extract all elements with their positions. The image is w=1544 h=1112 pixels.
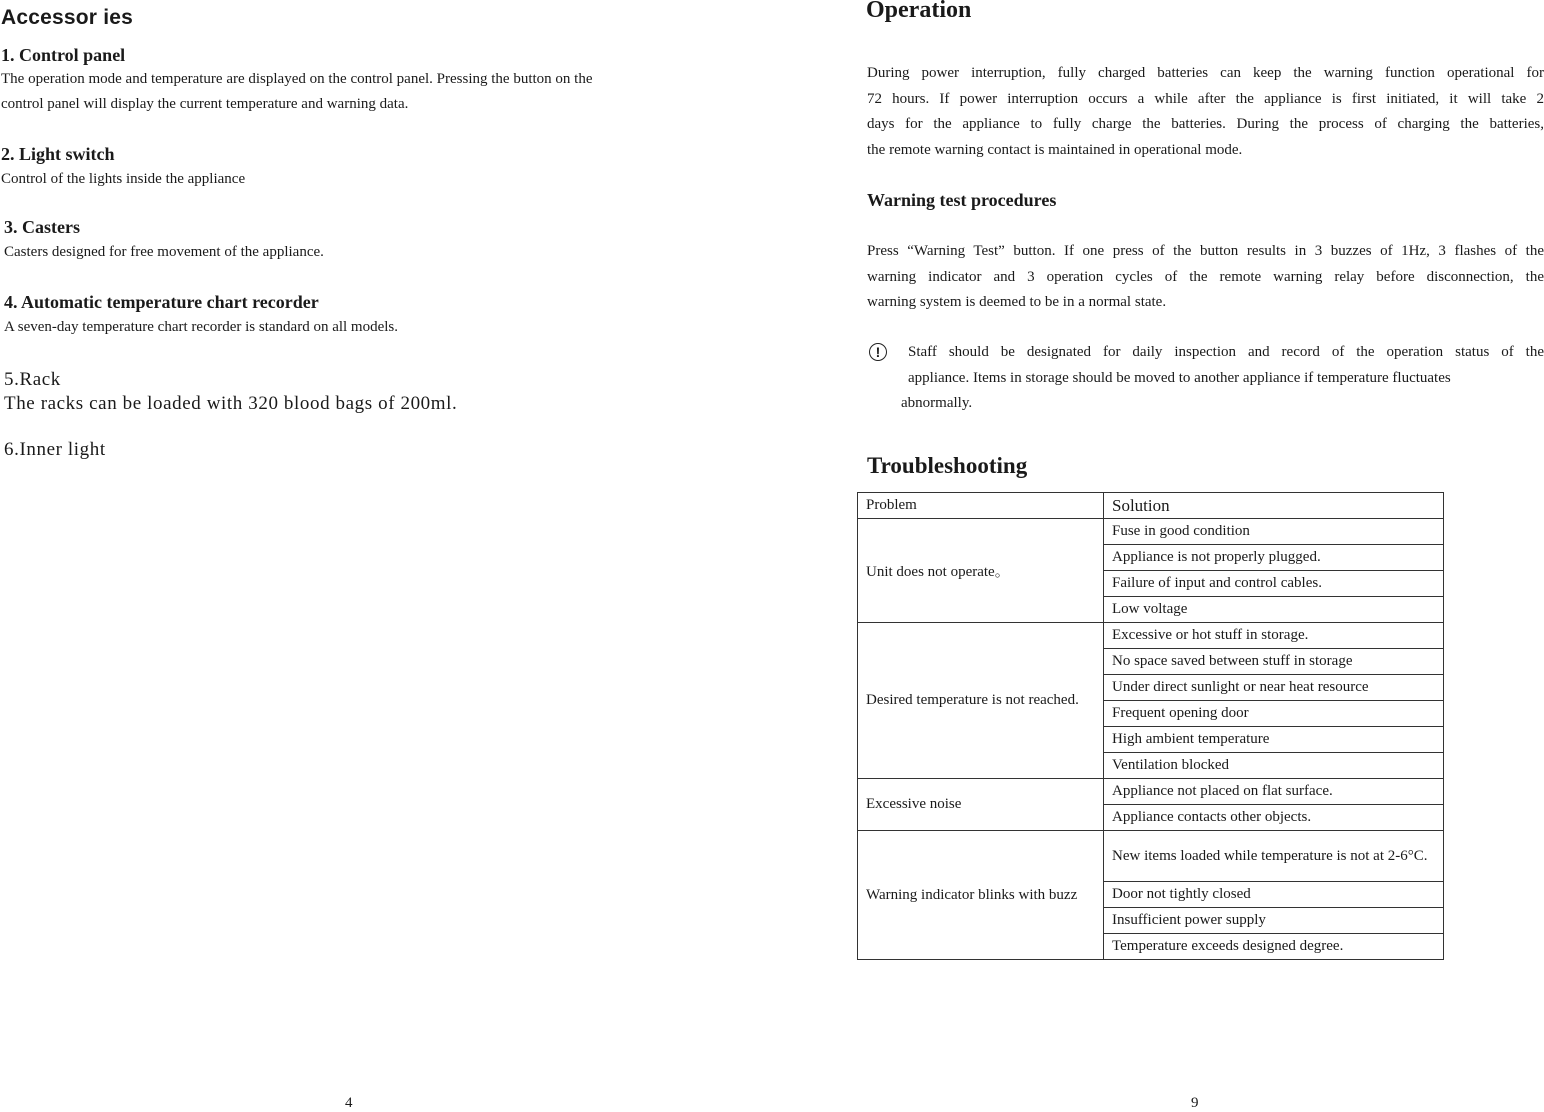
warning-test-heading: Warning test procedures [867,190,1057,210]
section-text: The racks can be loaded with 320 blood bags of 200ml. [4,393,458,414]
problem-cell: Excessive noise [858,779,1104,831]
solution-cell: New items loaded while temperature is not at 2-6°C. [1104,831,1444,882]
section-heading: 3. Casters [4,217,80,237]
table-row [858,831,1444,882]
paragraph-line: warning indicator and 3 operation cycles of the remote warning relay before disconnection, the [867,268,1544,285]
solution-cell: Fuse in good condition [1104,519,1444,545]
problem-cell: Desired temperature is not reached. [858,623,1104,779]
problem-cell: Unit does not operate。 [858,519,1104,623]
solution-cell: Under direct sunlight or near heat resource [1104,675,1444,701]
section-heading: 4. Automatic temperature chart recorder [4,292,319,312]
header-solution: Solution [1104,493,1444,519]
paragraph-line: 72 hours. If power interruption occurs a while after the appliance is first initiated, it will take 2 [867,90,1544,107]
caution-line: Staff should be designated for daily inspection and record of the operation status of the [908,344,1544,360]
solution-cell: Excessive or hot stuff in storage. [1104,623,1444,649]
operation-paragraph [867,61,1544,163]
solution-cell: Appliance not placed on flat surface. [1104,779,1444,805]
troubleshooting-title: Troubleshooting [867,453,1028,478]
section-text: The operation mode and temperature are displayed on the control panel. Pressing the button on the [1,71,593,87]
solution-cell: Temperature exceeds designed degree. [1104,934,1444,960]
paragraph-line: days for the appliance to fully charge the batteries. During the process of charging the batteries, [867,116,1544,132]
caution-line: abnormally. [901,395,973,411]
caution-line: appliance. Items in storage should be moved to another appliance if temperature fluctuates [908,370,1451,386]
table-row [858,623,1444,649]
solution-cell: Insufficient power supply [1104,908,1444,934]
exclamation-circle-icon: ! [869,343,887,361]
accessories-title: Accessor ies [1,6,133,29]
solution-cell: Door not tightly closed [1104,882,1444,908]
section-text: Casters designed for free movement of the appliance. [4,244,324,260]
section-text: control panel will display the current temperature and warning data. [1,96,409,112]
section-heading: 1. Control panel [1,45,126,65]
paragraph-line: Press “Warning Test” button. If one press of the button results in 3 buzzes of 1Hz, 3 flashes of the [867,243,1544,259]
page-number-right: 9 [1191,1095,1199,1111]
solution-cell: Appliance contacts other objects. [1104,805,1444,831]
solution-cell: No space saved between stuff in storage [1104,649,1444,675]
table-row [858,779,1444,805]
section-heading: 5.Rack [4,369,61,390]
section-heading: 2. Light switch [1,144,115,164]
table-row [858,519,1444,545]
problem-cell: Warning indicator blinks with buzz [858,831,1104,960]
solution-cell: Frequent opening door [1104,701,1444,727]
troubleshooting-table [857,492,1444,960]
paragraph-line: warning system is deemed to be in a normal state. [867,294,1167,310]
paragraph-line: the remote warning contact is maintained in operational mode. [867,141,1243,158]
solution-cell: High ambient temperature [1104,727,1444,753]
section-text: A seven-day temperature chart recorder is standard on all models. [4,319,399,335]
table-header-row [858,493,1444,519]
paragraph-line: During power interruption, fully charged batteries can keep the warning function operational for [867,65,1544,81]
page-number-left: 4 [345,1095,353,1111]
header-problem: Problem [858,493,1104,519]
solution-cell: Ventilation blocked [1104,753,1444,779]
solution-cell: Low voltage [1104,597,1444,623]
warning-test-paragraph [867,239,1544,316]
section-text: Control of the lights inside the appliance [1,171,246,187]
section-heading: 6.Inner light [4,439,106,460]
solution-cell: Appliance is not properly plugged. [1104,545,1444,571]
solution-cell: Failure of input and control cables. [1104,571,1444,597]
operation-title: Operation [866,0,972,23]
